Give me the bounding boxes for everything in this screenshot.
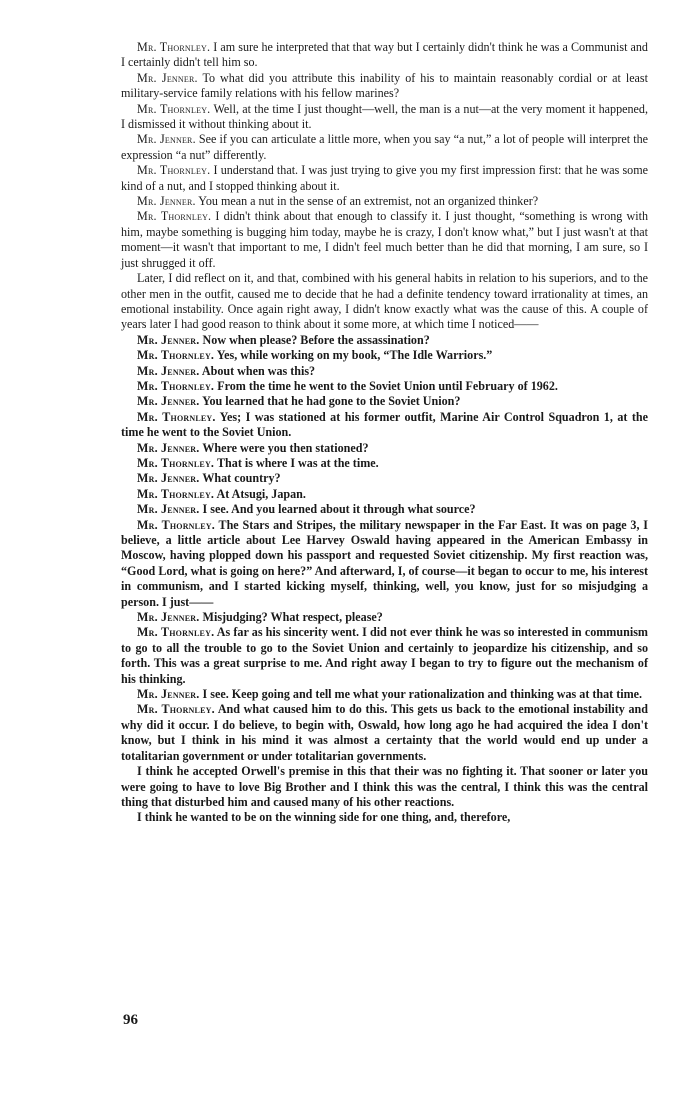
transcript-paragraph — [121, 163, 648, 194]
speaker-label: Mr. Thornley. — [137, 517, 215, 532]
speaker-label: Mr. Thornley. — [137, 209, 212, 224]
paragraph-text: I understand that. I was just trying to give you my first impression first: that he was some kind of a nut, and I stopped thinking about it. — [121, 163, 648, 193]
transcript-paragraph — [121, 271, 648, 333]
speaker-label: Mr. Jenner. — [137, 610, 200, 625]
transcript-paragraph — [121, 348, 648, 363]
speaker-label: Mr. Thornley. — [137, 348, 215, 363]
transcript-paragraph — [121, 487, 648, 502]
paragraph-text: Later, I did reflect on it, and that, combined with his general habits in relation to his superiors, and to the other men in the outfit, caused me to decide that he had a definite tendency toward irrationality at times, an emotional instability. Once again right away, I didn't know exactly what was the cause of this. A couple of years later I had good reason to think about it some more, at which time I noticed—— — [121, 271, 648, 332]
paragraph-text: That is where I was at the time. — [214, 455, 379, 470]
speaker-label: Mr. Jenner. — [137, 132, 196, 147]
transcript-paragraph — [121, 209, 648, 271]
transcript-paragraph — [121, 456, 648, 471]
speaker-label: Mr. Thornley. — [137, 409, 216, 424]
paragraph-text: Yes, while working on my book, “The Idle Warriors.” — [214, 348, 493, 363]
paragraph-text: You mean a nut in the sense of an extremist, not an organized thinker? — [195, 194, 539, 209]
transcript-paragraph — [121, 441, 648, 456]
paragraph-text: To what did you attribute this inability of his to maintain reasonably cordial or at least military-service family relations with his fellow marines? — [121, 70, 648, 101]
transcript-paragraph — [121, 610, 648, 625]
speaker-label: Mr. Jenner. — [137, 70, 198, 85]
speaker-label: Mr. Thornley. — [137, 101, 211, 116]
paragraph-text: I think he accepted Orwell's premise in this that their was no fighting it. That sooner or later you were going to have to love Big Brother and I think this was the central, I think this was the central thing that disturbed him and caused many of his other reactions. — [121, 764, 648, 809]
transcript-paragraph — [121, 702, 648, 764]
transcript-paragraph — [121, 625, 648, 687]
transcript-paragraph — [121, 379, 648, 394]
transcript-paragraph — [121, 333, 648, 348]
paragraph-text: From the time he went to the Soviet Union until February of 1962. — [214, 378, 558, 393]
speaker-label: Mr. Jenner. — [137, 363, 200, 378]
transcript-paragraph — [121, 502, 648, 517]
paragraph-text: Yes; I was stationed at his former outfit, Marine Air Control Squadron 1, at the time he went to the Soviet Union. — [121, 409, 648, 440]
paragraph-text: About when was this? — [199, 363, 316, 378]
paragraph-text: As far as his sincerity went. I did not ever think he was so interested in communism to go to all the trouble to go to the Soviet Union and certainly to jeopardize his citizenship, and so forth. This was a great surprise to me. And right away I began to try to figure out the mechanism of his thinking. — [121, 625, 648, 686]
paragraph-text: At Atsugi, Japan. — [214, 486, 306, 501]
paragraph-text: What country? — [199, 471, 281, 486]
transcript-page — [121, 40, 648, 826]
transcript-paragraph — [121, 364, 648, 379]
transcript-paragraph — [121, 810, 648, 825]
speaker-label: Mr. Thornley. — [137, 625, 215, 640]
speaker-label: Mr. Thornley. — [137, 378, 215, 393]
speaker-label: Mr. Jenner. — [137, 687, 200, 702]
transcript-paragraph — [121, 394, 648, 409]
transcript-paragraph — [121, 471, 648, 486]
transcript-paragraph — [121, 40, 648, 71]
speaker-label: Mr. Jenner. — [137, 194, 196, 209]
transcript-paragraph — [121, 132, 648, 163]
paragraph-text: You learned that he had gone to the Soviet Union? — [199, 394, 461, 409]
speaker-label: Mr. Jenner. — [137, 471, 200, 486]
paragraph-text: Well, at the time I just thought—well, the man is a nut—at the very moment it happened, I dismissed it without thinking about it. — [121, 101, 648, 132]
transcript-paragraph — [121, 518, 648, 610]
transcript-paragraph — [121, 687, 648, 702]
paragraph-text: And what caused him to do this. This gets us back to the emotional instability and why did it occur. I do believe, to begin with, Oswald, how long ago he had acquired the idea I don't know, but I think in his mind it was almost a certainty that the world would end up under a totalitarian government or under totalitarian governments. — [121, 702, 648, 763]
paragraph-text: I see. And you learned about it through what source? — [199, 502, 476, 517]
page-number: 96 — [123, 1012, 138, 1028]
transcript-paragraph — [121, 764, 648, 810]
paragraph-text: I am sure he interpreted that that way but I certainly didn't think he was a Communist and I certainly didn't tell him so. — [121, 40, 648, 70]
paragraph-text: Where were you then stationed? — [199, 440, 369, 455]
transcript-paragraph — [121, 71, 648, 102]
paragraph-text: The Stars and Stripes, the military newspaper in the Far East. It was on page 3, I believe, a little article about Lee Harvey Oswald having appeared in the American Embassy in Moscow, having plopped down his passport and requested Soviet citizenship. My first reaction was, “Good Lord, what is going on here?” And afterward, I, of course—it began to occur to me, his interest in communism, and I started kicking myself, thinking, well, you know, just for so misjudging a person. I just—— — [121, 517, 648, 609]
speaker-label: Mr. Jenner. — [137, 502, 200, 517]
paragraph-text: I see. Keep going and tell me what your rationalization and thinking was at that time. — [199, 687, 643, 702]
speaker-label: Mr. Jenner. — [137, 332, 200, 347]
speaker-label: Mr. Thornley. — [137, 40, 211, 54]
speaker-label: Mr. Thornley. — [137, 702, 215, 717]
paragraph-text: Misjudging? What respect, please? — [199, 610, 383, 625]
transcript-paragraph — [121, 410, 648, 441]
speaker-label: Mr. Thornley. — [137, 163, 211, 178]
transcript-paragraph — [121, 194, 648, 209]
speaker-label: Mr. Thornley. — [137, 486, 215, 501]
speaker-label: Mr. Jenner. — [137, 440, 200, 455]
speaker-label: Mr. Thornley. — [137, 455, 215, 470]
transcript-paragraph — [121, 102, 648, 133]
speaker-label: Mr. Jenner. — [137, 394, 200, 409]
paragraph-text: Now when please? Before the assassination? — [199, 332, 430, 347]
paragraph-text: See if you can articulate a little more, when you say “a nut,” a lot of people will interpret the expression “a nut” differently. — [121, 132, 648, 162]
paragraph-text: I didn't think about that enough to classify it. I just thought, “something is wrong with him, maybe something is bugging him today, maybe he is crazy, I don't know what,” but I just wasn't at that moment—it wasn't that important to me, I didn't feel much better than he did that morning, I am sure, so I just shrugged it off. — [121, 209, 648, 270]
paragraph-text: I think he wanted to be on the winning side for one thing, and, therefore, — [137, 810, 511, 825]
